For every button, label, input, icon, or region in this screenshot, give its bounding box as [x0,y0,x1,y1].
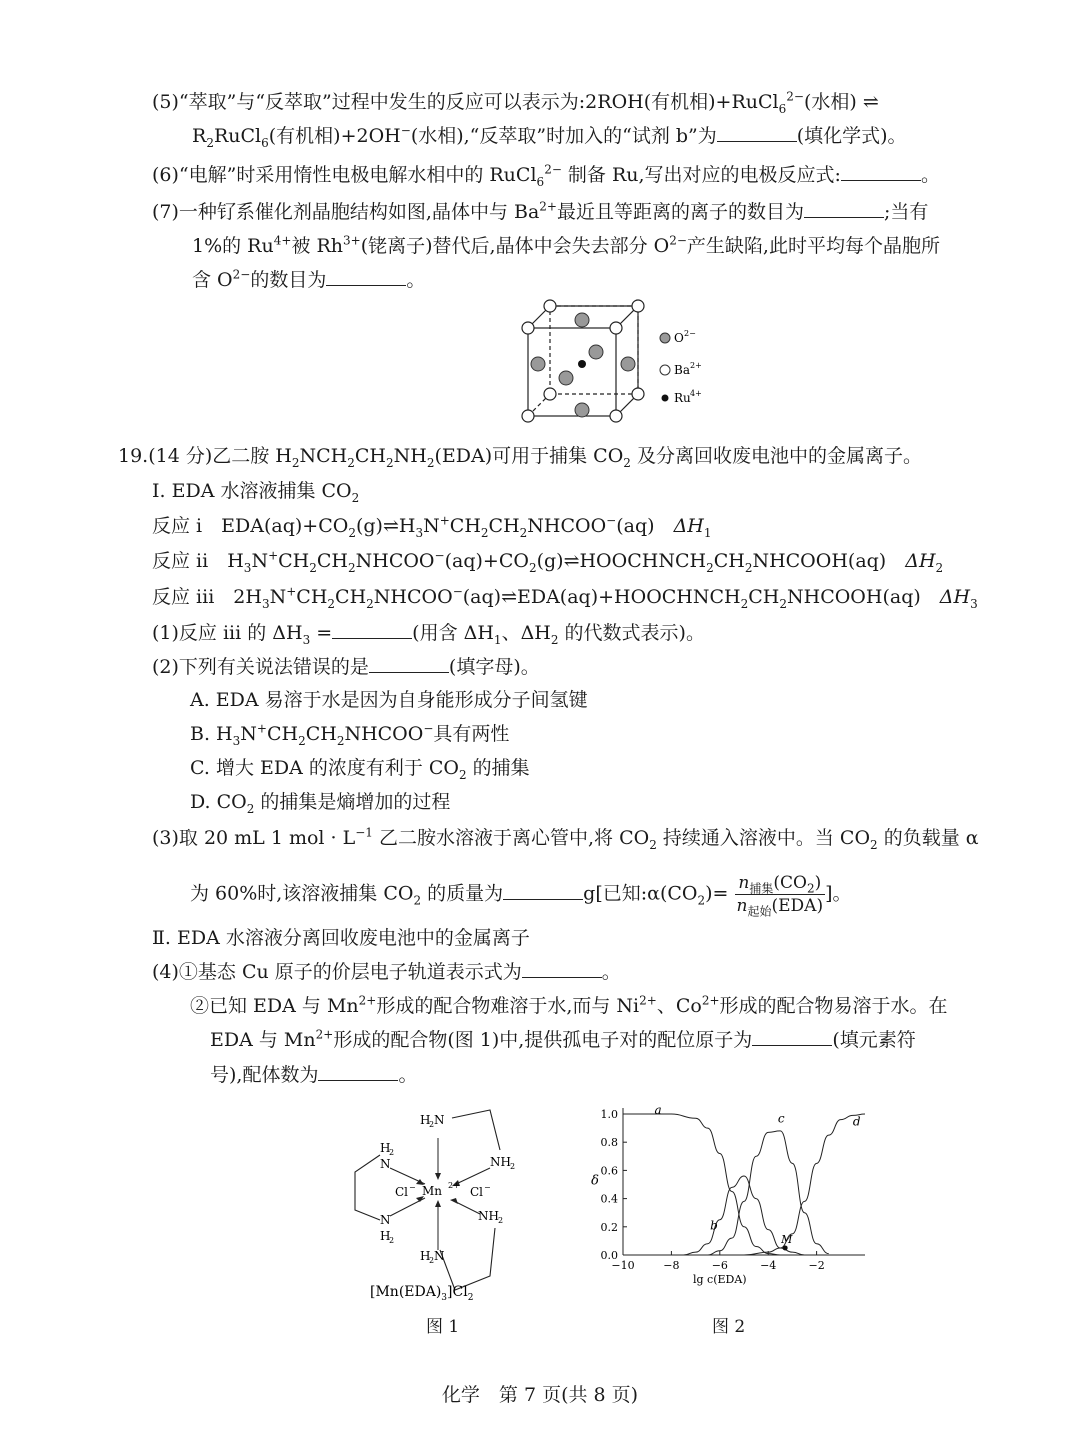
reaction-i: 反应 i $EDA(aq)+CO_2(g)\rightleftharpoons H_3N^+CH_2CH_2NHCOO^-(aq)$ $\Delta H_1$ [152,513,712,540]
sub-question-4-1: (4)①基态 Cu 原子的价层电子轨道表示式为 。 [152,961,621,983]
legend-ru-charge: 4+ [690,389,702,398]
q7-line2: 1%的 $Ru^{4+}$被 $Rh^{3+}$(铑离子)替代后,晶体中会失去部分 $O^{2-}$产生缺陷,此时平均每个晶胞所 [192,233,940,257]
series-label-c: c [777,1111,785,1126]
q5-line1: (5)“萃取”与“反萃取”过程中发生的反应可以表示为:2ROH(有机相)+RuCl$_6^{2-}$(水相) ⇌ [152,89,879,116]
h2n-bottom: H [420,1249,431,1263]
option-a: A. EDA 易溶于水是因为自身能形成分子间氢键 [190,689,588,711]
legend-ba: Ba [674,363,690,377]
option-d: D. $CO_2$ 的捕集是熵增加的过程 [190,791,451,816]
series-line-a [623,1114,780,1255]
series-line-c [708,1131,829,1255]
x-tick-label: −2 [808,1259,825,1272]
x-tick-label: −10 [611,1259,635,1272]
part1-heading: Ⅰ. EDA 水溶液捕集 $CO_2$ [152,480,360,505]
s4-2-answer-blank1[interactable] [752,1029,832,1046]
series-label-d: d [852,1114,861,1129]
nh2-lower-right: NH [478,1209,499,1223]
series-label-a: a [654,1103,662,1117]
ru-ion [578,360,586,368]
svg-text:2: 2 [510,1162,516,1171]
q7-answer-blank2[interactable] [326,269,406,286]
n-left-bottom: N [380,1213,391,1227]
crystal-cell-figure [510,298,730,428]
reaction-iii: 反应 iii $2H_3N^+CH_2CH_2NHCOO^-(aq)\rightleftharpoons EDA(aq)+HOOCHNCH_2CH_2NHCOOH(aq)$ $\Delta H_3$ [152,584,978,611]
series-label-b: b [710,1218,718,1233]
y-tick-label: 0.0 [600,1249,618,1262]
svg-text:2: 2 [389,1236,395,1245]
q19-heading: 19.(14 分)乙二胺 $H_2NCH_2CH_2NH_2(EDA)$可用于捕集 $CO_2$ 及分离回收废电池中的金属离子。 [118,445,922,470]
y-tick-label: 0.4 [600,1192,618,1206]
legend-ru: Ru [674,391,691,405]
sub-question-2: (2)下列有关说法错误的是 (填字母)。 [152,656,540,678]
nh2-right: NH [490,1155,511,1169]
y-axis-label: δ [591,1173,599,1189]
figure-1-complex [340,1100,530,1310]
legend-ba-charge: 2+ [690,361,702,370]
h2n-top: H [420,1113,431,1127]
eda-ligand-bonds [355,1110,500,1290]
s3-answer-blank[interactable] [503,883,583,900]
q5-answer-blank[interactable] [717,125,797,142]
s2-answer-blank[interactable] [369,656,449,673]
x-axis-label: lg c(EDA) [693,1273,747,1286]
chloride-right-charge: − [484,1183,491,1192]
point-label: M [781,1232,793,1246]
formula-label: $[Mn(EDA)_3]Cl_2$ [370,1284,474,1303]
center-charge: 2+ [448,1181,460,1190]
chloride-right: Cl [470,1185,484,1199]
figure-2-chart [575,1100,875,1300]
sub-question-4-3: EDA 与 $Mn^{2+}$形成的配合物(图 1)中,提供孤电子对的配位原子为 (填元素符 [210,1027,916,1051]
x-tick-label: −4 [760,1259,777,1272]
q7-line3: 含 $O^{2-}$的数目为 。 [192,267,426,291]
n-left-top: N [380,1157,391,1171]
y-tick-label: 0.8 [600,1136,618,1150]
svg-text:2: 2 [429,1120,435,1129]
h2-left-bottom: H [380,1229,391,1243]
option-b: B. $H_3N^+CH_2CH_2NHCOO^-$具有两性 [190,721,510,748]
figure-1-caption: 图 1 [426,1317,460,1337]
svg-text:2: 2 [429,1256,435,1265]
sub-question-4-2: ②已知 EDA 与 $Mn^{2+}$形成的配合物难溶于水,而与 $Ni^{2+}$、$Co^{2+}$形成的配合物易溶于水。在 [190,993,948,1017]
point-marker [783,1245,788,1250]
svg-text:2: 2 [389,1148,395,1157]
sub-question-3-line2: 为 60%时,该溶液捕集 $CO_2$ 的质量为 g[已知$:\alpha(CO_2)=$ $\frac{n_{捕集}(CO_2)}{n_{起始}(EDA)}$ ]。 [190,873,852,919]
s4-1-answer-blank[interactable] [522,961,602,978]
x-tick-label: −6 [711,1259,728,1272]
chloride-left-charge: − [409,1183,416,1192]
crystal-legend [660,329,702,405]
y-tick-label: 0.6 [600,1164,618,1178]
option-c: C. 增大 EDA 的浓度有利于 $CO_2$ 的捕集 [190,757,530,782]
y-tick-label: 0.2 [600,1220,618,1234]
svg-text:N: N [434,1249,445,1263]
s4-2-answer-blank2[interactable] [318,1064,398,1081]
chloride-left: Cl [395,1185,409,1199]
q6-answer-blank[interactable] [841,164,921,181]
sub-question-1: (1)反应 iii 的 $\Delta H_3$ = (用含 $\Delta H_1$、$\Delta H_2$ 的代数式表示)。 [152,622,705,647]
x-tick-label: −8 [663,1259,680,1272]
sub-question-3-line1: (3)取 20 mL 1 mol · $L^{-1}$ 乙二胺水溶液于离心管中,将 $CO_2$ 持续通入溶液中。当 $CO_2$ 的负载量 α [152,825,979,852]
q6-line: (6)“电解”时采用惰性电极电解水相中的 RuCl$_6^{2-}$ 制备 Ru,写出对应的电极反应式: 。 [152,162,940,189]
figure-2-caption: 图 2 [712,1317,746,1337]
part2-heading: Ⅱ. EDA 水溶液分离回收废电池中的金属离子 [152,927,530,949]
s1-answer-blank[interactable] [332,622,412,639]
alpha-fraction: $\frac{n_{捕集}(CO_2)}{n_{起始}(EDA)}$ [736,873,824,919]
series-line-d [744,1114,865,1255]
sub-question-4-4: 号),配体数为 。 [210,1064,418,1086]
legend-o: O [674,331,684,345]
svg-text:N: N [434,1113,445,1127]
reaction-ii: 反应 ii $H_3N^+CH_2CH_2NHCOO^-(aq)+CO_2(g)\rightleftharpoons HOOCHNCH_2CH_2NHCOOH(aq)$ $\Delta H_2$ [152,548,944,575]
page-footer: 化学 第 7 页(共 8 页) [441,1384,639,1406]
q5-line2: $R_2RuCl_6$(有机相)+2OH−(水相),“反萃取”时加入的“试剂 b”为 (填化学式)。 [192,123,907,150]
legend-o-charge: 2− [684,329,696,338]
h2-left-top: H [380,1141,391,1155]
q7-line1: (7)一种钌系催化剂晶胞结构如图,晶体中与 $Ba^{2+}$最近且等距离的离子的数目为 ;当有 [152,199,929,223]
svg-text:2: 2 [498,1216,504,1225]
center-metal: Mn [422,1184,443,1198]
q7-answer-blank1[interactable] [804,201,884,218]
y-tick-label: 1.0 [600,1108,618,1121]
